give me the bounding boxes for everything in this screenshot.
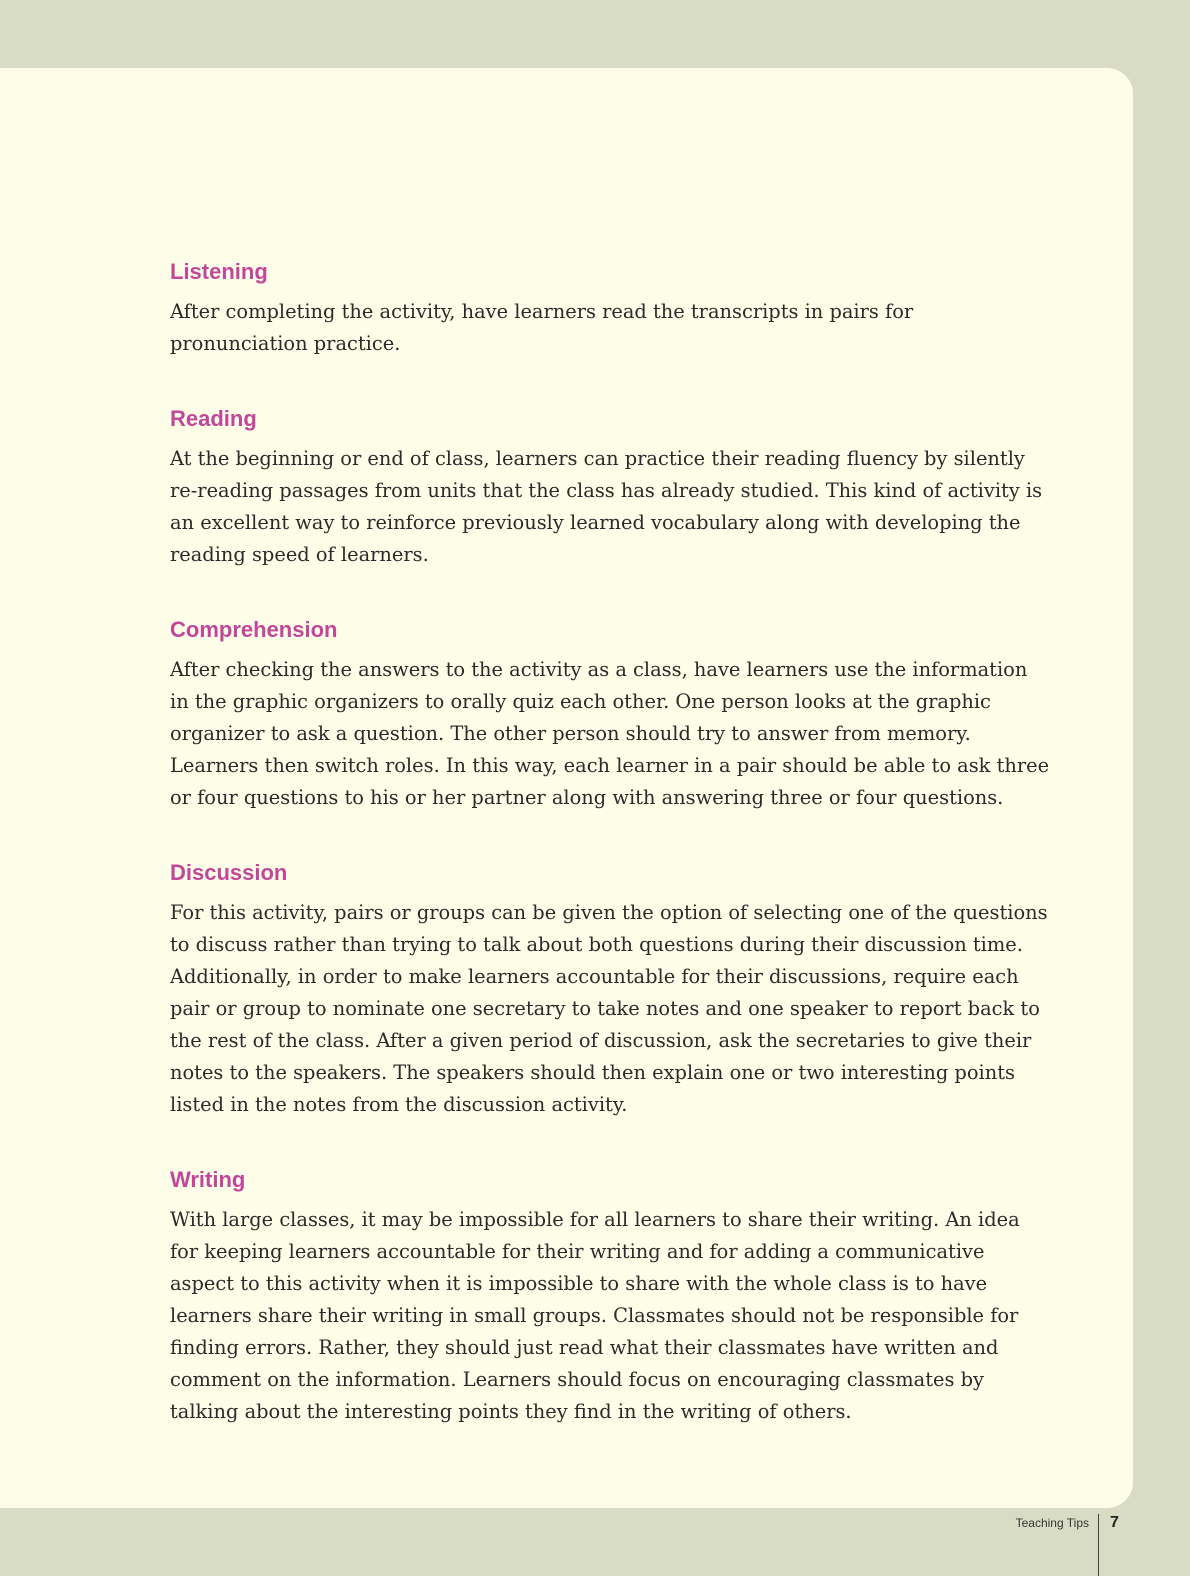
section-discussion xyxy=(170,858,1050,1121)
section-comprehension xyxy=(170,615,1050,814)
page-number: 7 xyxy=(1110,1514,1119,1531)
section-heading: Discussion xyxy=(170,860,288,885)
footer-label: Teaching Tips xyxy=(1015,1516,1089,1530)
section-body: After completing the activity, have learners read the transcripts in pairs for pronunciation practice. xyxy=(170,300,914,355)
footer-divider xyxy=(1098,1514,1099,1576)
section-body: After checking the answers to the activity as a class, have learners use the information in the graphic organizers to orally quiz each other. One person looks at the graphic organizer to ask a question. The other person should try to answer from memory. Learners then switch roles. In this way, each learner in a pair should be able to ask three or four questions to his or her partner along with answering three or four questions. xyxy=(170,658,1050,809)
section-body: At the beginning or end of class, learners can practice their reading fluency by silently re-reading passages from units that the class has already studied. This kind of activity is an excellent way to reinforce previously learned vocabulary along with developing the reading speed of learners. xyxy=(170,447,1043,566)
section-listening xyxy=(170,257,1050,360)
section-heading: Listening xyxy=(170,259,268,284)
section-heading: Comprehension xyxy=(170,617,338,642)
page-panel xyxy=(0,68,1133,1508)
page-footer xyxy=(0,1514,1190,1576)
section-reading xyxy=(170,404,1050,571)
content-column xyxy=(170,257,1050,1472)
section-heading: Writing xyxy=(170,1167,246,1192)
section-writing xyxy=(170,1165,1050,1428)
section-heading: Reading xyxy=(170,406,257,431)
section-body: For this activity, pairs or groups can be given the option of selecting one of the questions to discuss rather than trying to talk about both questions during their discussion time. Additionally, in order to make learners accountable for their discussions, require each pair or group to nominate one secretary to take notes and one speaker to report back to the rest of the class. After a given period of discussion, ask the secretaries to give their notes to the speakers. The speakers should then explain one or two interesting points listed in the notes from the discussion activity. xyxy=(170,901,1048,1116)
section-body: With large classes, it may be impossible for all learners to share their writing. An idea for keeping learners accountable for their writing and for adding a communicative aspect to this activity when it is impossible to share with the whole class is to have learners share their writing in small groups. Classmates should not be responsible for finding errors. Rather, they should just read what their classmates have written and comment on the information. Learners should focus on encouraging classmates by talking about the interesting points they find in the writing of others. xyxy=(170,1208,1020,1423)
